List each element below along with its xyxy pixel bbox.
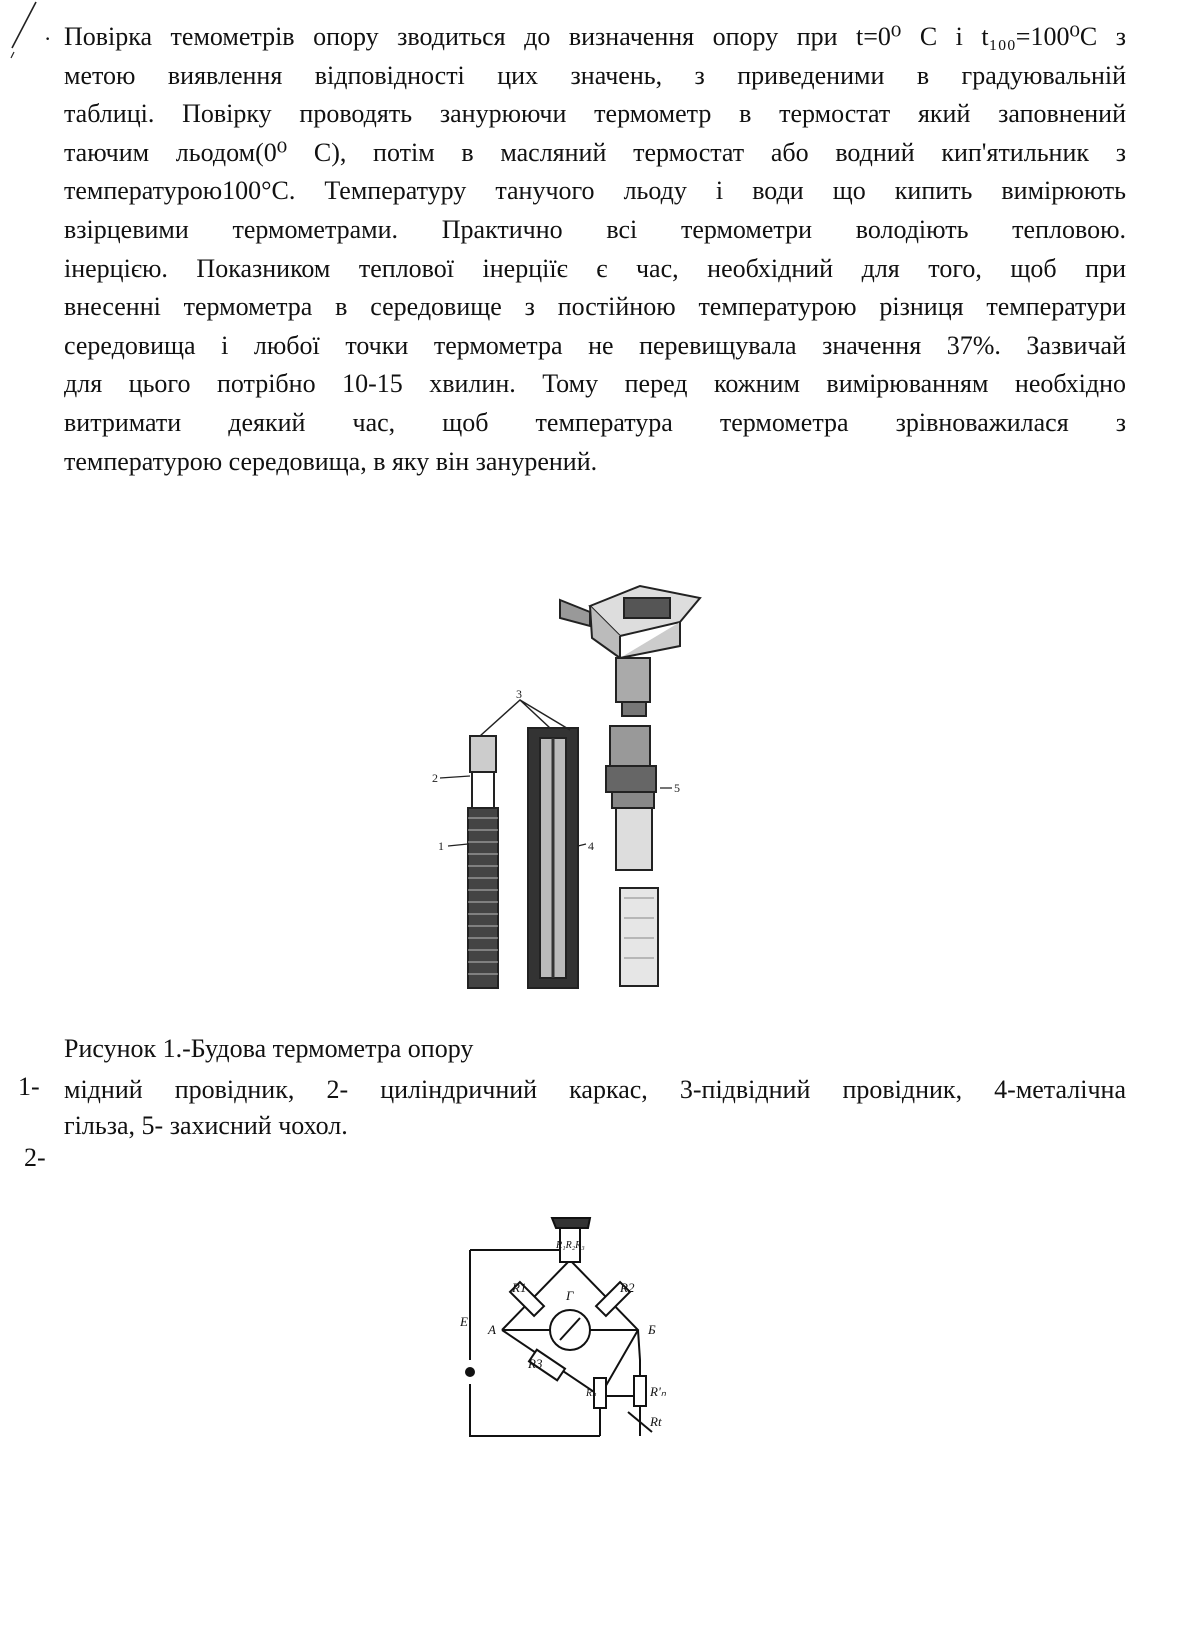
legend-line: мідний провідник, 2- циліндричний каркас, 3-підвідний провідник, 4-металічна <box>64 1075 1126 1104</box>
paragraph-line: витримати деякий час, щоб температура термометра зрівноважилася з <box>64 407 1126 437</box>
pen-mark <box>2 0 42 60</box>
callout-label: 1 <box>438 839 444 853</box>
resistor-label: Rt <box>650 1414 662 1429</box>
bullet-dot: · <box>44 26 52 51</box>
callout-label: 3 <box>516 687 522 701</box>
paragraph-line: для цього потрібно 10-15 хвилин. Тому перед кожним вимірюванням необхідно <box>64 369 1126 399</box>
paragraph-line: внесенні термометра в середовище з постійною температурою різниця температури <box>64 292 1126 322</box>
paragraph-line: температурою100°С. Температуру танучого льоду і води що кипить вимірюють <box>64 176 1126 206</box>
resistor-label: R2 <box>620 1280 635 1295</box>
paragraph-line: Повірка темометрів опору зводиться до визначення опору при t=0⁰ С і t₁₀₀=100⁰С з <box>64 22 1126 51</box>
bridge-circuit-diagram <box>460 1200 730 1445</box>
resistor-label: R3 <box>528 1356 543 1371</box>
paragraph-line: середовища і любої точки термометра не перевищувала значення 37%. Зазвичай <box>64 330 1126 360</box>
paragraph-line: метою виявлення відповідності цих значень, з приведеними в градуювальній <box>64 60 1126 90</box>
list-marker: 1- <box>18 1072 40 1101</box>
resistor-label: Rₙ <box>586 1388 597 1399</box>
source-label: Е <box>460 1314 468 1329</box>
callout-label: 5 <box>674 781 680 795</box>
callout-label: 4 <box>588 839 594 853</box>
paragraph-line: таблиці. Повірку проводять занурюючи термометр в термостат який заповнений <box>64 99 1126 129</box>
body-paragraph <box>64 18 1126 481</box>
paragraph-line: взірцевими термометрами. Практично всі термометри володіють тепловою. <box>64 214 1126 244</box>
thermometer-figure <box>410 578 770 998</box>
galvanometer-label: Г <box>566 1288 574 1303</box>
figure-caption: Рисунок 1.-Будова термометра опору <box>64 1034 474 1063</box>
paragraph-line: таючим льодом(0⁰ С), потім в масляний термостат або водний кип'ятильник з <box>64 137 1126 167</box>
paragraph-line: інерцією. Показником теплової інерціїє є час, необхідний для того, щоб при <box>64 253 1126 283</box>
legend-line: гільза, 5- захисний чохол. <box>64 1111 348 1140</box>
figure-legend <box>64 1072 1126 1144</box>
node-label: Б <box>648 1322 656 1337</box>
node-label: А <box>488 1322 496 1337</box>
list-marker: 2- <box>24 1143 46 1172</box>
resistor-label: R1 <box>512 1280 527 1295</box>
paragraph-line: температурою середовища, в яку він занурений. <box>64 446 598 476</box>
resistor-label: R₁R₂R₃ <box>556 1240 585 1251</box>
resistor-label: R'ₙ <box>650 1384 666 1399</box>
callout-label: 2 <box>432 771 438 785</box>
